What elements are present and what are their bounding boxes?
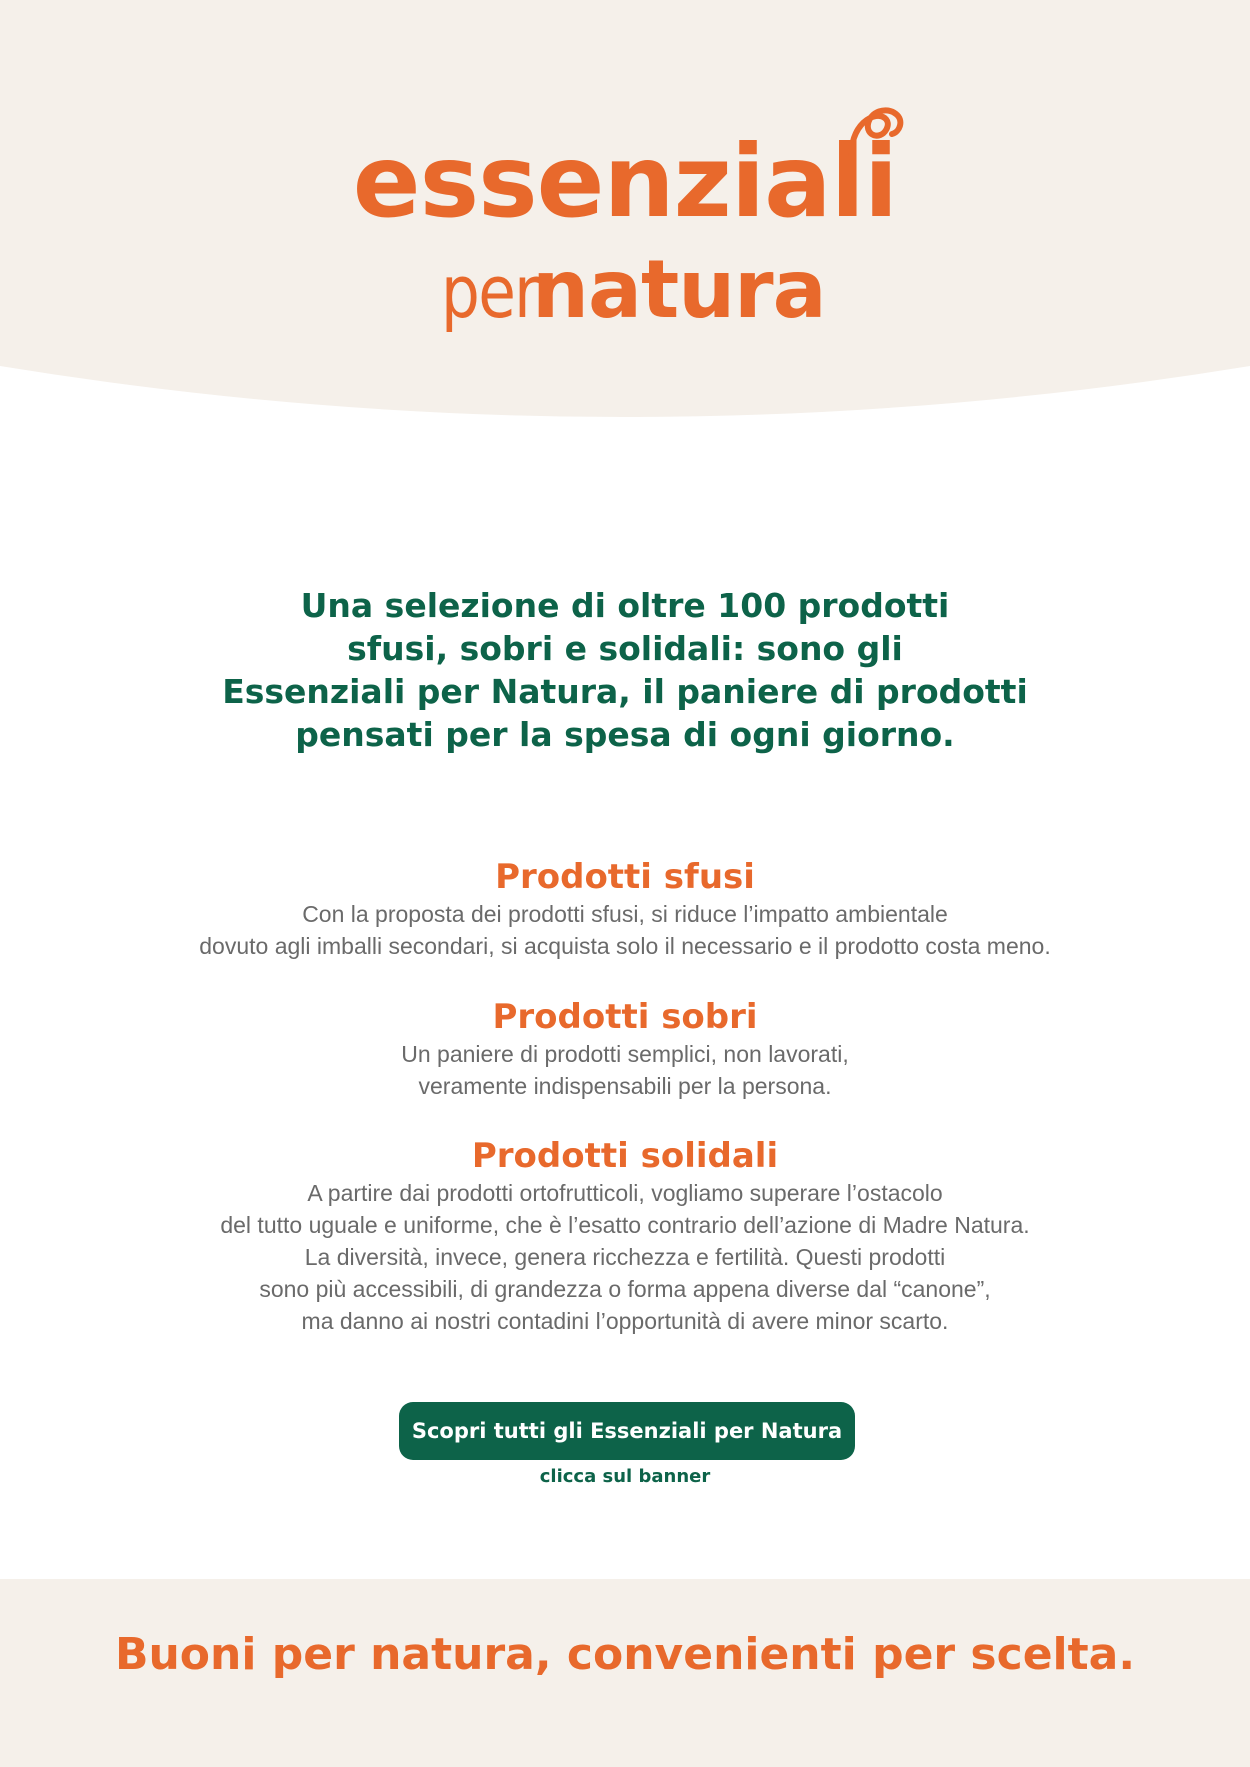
intro-line: Essenziali per Natura, il paniere di prodotti: [222, 672, 1028, 711]
section-line: veramente indispensabili per la persona.: [418, 1073, 832, 1099]
section-title: Prodotti solidali: [471, 1136, 779, 1176]
section-line: La diversità, invece, genera ricchezza e fertilità. Questi prodotti: [304, 1244, 946, 1270]
section-body: [100, 1177, 1150, 1337]
section-line: ma danno ai nostri contadini l’opportunità di avere minor scarto.: [301, 1308, 949, 1334]
section-title: Prodotti sobri: [492, 997, 758, 1037]
header: [0, 0, 1250, 440]
section-body: [100, 898, 1150, 962]
section-prodotti-sobri: [100, 996, 1150, 1102]
brand-name-per: per: [441, 250, 539, 334]
intro-line: pensati per la spesa di ogni giorno.: [295, 715, 955, 754]
section-prodotti-solidali: [100, 1135, 1150, 1337]
brand-logo: [0, 0, 1250, 440]
section-line: A partire dai prodotti ortofrutticoli, vogliamo superare l’ostacolo: [307, 1180, 943, 1206]
cta-hint: clicca sul banner: [539, 1466, 711, 1487]
intro-line: Una selezione di oltre 100 prodotti: [300, 586, 950, 625]
brand-name-natura: natura: [532, 243, 826, 336]
brand-name-line2: [0, 243, 1250, 336]
section-line: Con la proposta dei prodotti sfusi, si riduce l’impatto ambientale: [302, 901, 948, 927]
section-line: del tutto uguale e uniforme, che è l’esatto contrario dell’azione di Madre Natura.: [220, 1212, 1030, 1238]
section-line: Un paniere di prodotti semplici, non lavorati,: [401, 1041, 849, 1067]
section-body: [100, 1038, 1150, 1102]
swirl-icon: [840, 100, 910, 170]
footer-banner: [0, 1579, 1250, 1767]
discover-all-button[interactable]: Scopri tutti gli Essenziali per Natura: [399, 1402, 855, 1460]
section-title: Prodotti sfusi: [495, 857, 755, 897]
section-line: dovuto agli imballi secondari, si acquista solo il necessario e il prodotto costa meno.: [199, 933, 1051, 959]
intro-text: [150, 584, 1100, 756]
footer-tagline: Buoni per natura, convenienti per scelta.: [114, 1629, 1136, 1680]
section-prodotti-sfusi: [100, 856, 1150, 962]
intro-line: sfusi, sobri e solidali: sono gli: [347, 629, 903, 668]
brand-name-line1: essenziali: [352, 123, 898, 240]
section-line: sono più accessibili, di grandezza o forma appena diverse dal “canone”,: [259, 1276, 991, 1302]
